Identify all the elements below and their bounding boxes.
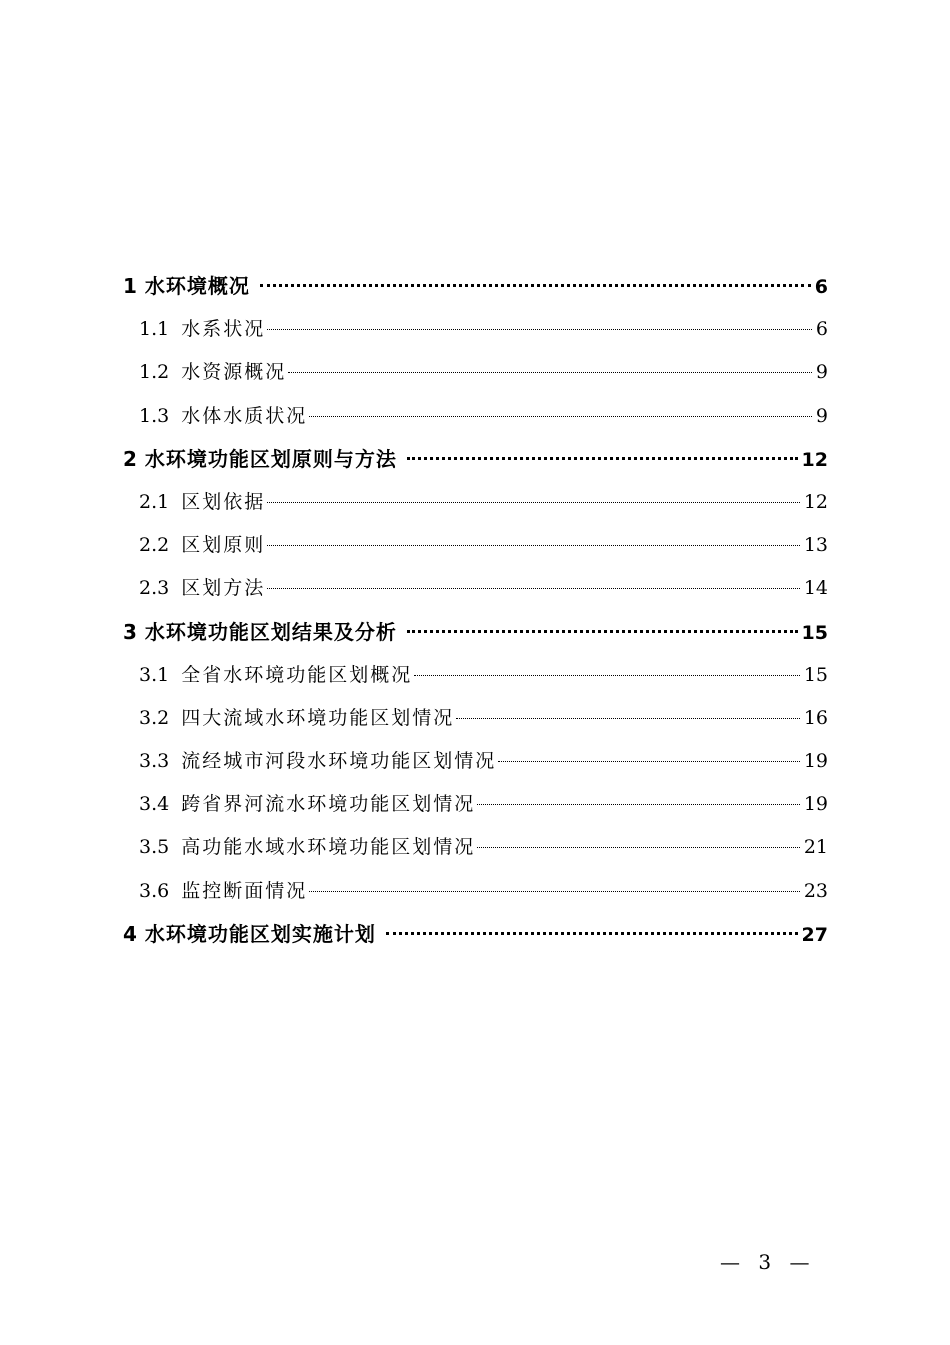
toc-section-number: 3 (123, 619, 137, 644)
toc-section-number: 2.3 (139, 577, 170, 600)
toc-dot-leader (309, 416, 812, 417)
toc-dot-leader (267, 545, 800, 546)
toc-section-title: 水环境功能区划结果及分析 (144, 619, 397, 644)
toc-section-number: 2 (123, 446, 137, 471)
toc-page-number: 23 (803, 879, 828, 902)
toc-section-title: 水资源概况 (181, 361, 287, 384)
toc-dot-leader (386, 932, 798, 935)
toc-page-number: 14 (803, 577, 828, 600)
toc-entry[interactable] (123, 265, 828, 308)
toc-page-number: 15 (801, 621, 828, 644)
toc-section-title: 水体水质状况 (181, 404, 308, 427)
page-number: — 3 — (720, 1250, 816, 1274)
toc-entry[interactable] (123, 913, 828, 956)
toc-entry[interactable] (123, 395, 828, 438)
toc-page-number: 6 (814, 276, 828, 298)
toc-section-title: 水环境功能区划原则与方法 (144, 446, 397, 471)
toc-section-title: 区划方法 (181, 577, 266, 600)
toc-section-title: 流经城市河段水环境功能区划情况 (181, 750, 497, 773)
toc-dot-leader (407, 457, 798, 460)
toc-section-number: 4 (123, 921, 137, 946)
toc-page-number: 13 (803, 534, 828, 557)
toc-dot-leader (267, 588, 800, 589)
toc-entry[interactable] (123, 697, 828, 740)
toc-dot-leader (309, 891, 800, 892)
table-of-contents (123, 265, 828, 956)
toc-entry[interactable] (123, 438, 828, 481)
toc-dot-leader (267, 502, 800, 503)
toc-section-title: 全省水环境功能区划概况 (181, 663, 413, 686)
toc-entry[interactable] (123, 740, 828, 783)
toc-page-number: 19 (803, 793, 828, 816)
toc-entry[interactable] (123, 567, 828, 610)
toc-dot-leader (477, 847, 800, 848)
toc-entry[interactable] (123, 308, 828, 351)
toc-section-title: 水系状况 (181, 318, 266, 341)
toc-page-number: 12 (801, 448, 828, 471)
toc-entry[interactable] (123, 611, 828, 654)
toc-section-number: 3.3 (139, 750, 170, 773)
toc-section-title: 四大流域水环境功能区划情况 (181, 706, 455, 729)
toc-section-number: 3.4 (139, 793, 170, 816)
toc-dot-leader (414, 675, 800, 676)
toc-section-number: 3.5 (139, 836, 170, 859)
toc-section-title: 区划原则 (181, 534, 266, 557)
toc-section-number: 3.1 (139, 663, 170, 686)
toc-section-number: 1.3 (139, 404, 170, 427)
toc-section-title: 区划依据 (181, 490, 266, 513)
toc-page-number: 27 (801, 923, 828, 946)
toc-section-number: 2.1 (139, 490, 170, 513)
toc-section-number: 1.1 (139, 318, 170, 341)
toc-section-title: 水环境功能区划实施计划 (144, 921, 376, 946)
toc-entry[interactable] (123, 870, 828, 913)
toc-section-number: 3.2 (139, 706, 170, 729)
toc-section-title: 高功能水域水环境功能区划情况 (181, 836, 476, 859)
toc-page-number: 21 (803, 836, 828, 859)
toc-section-title: 跨省界河流水环境功能区划情况 (181, 793, 476, 816)
toc-entry[interactable] (123, 524, 828, 567)
toc-dot-leader (456, 718, 800, 719)
toc-section-title: 水环境概况 (144, 274, 250, 298)
toc-dot-leader (498, 761, 800, 762)
toc-section-number: 1 (123, 274, 137, 298)
toc-page-number: 12 (803, 490, 828, 513)
toc-dot-leader (260, 284, 811, 287)
toc-section-number: 3.6 (139, 879, 170, 902)
toc-dot-leader (477, 804, 800, 805)
toc-page-number: 9 (815, 404, 828, 427)
toc-page-number: 16 (803, 706, 828, 729)
toc-dot-leader (407, 630, 798, 633)
toc-section-number: 2.2 (139, 534, 170, 557)
toc-page-number: 19 (803, 750, 828, 773)
toc-section-title: 监控断面情况 (181, 879, 308, 902)
toc-entry[interactable] (123, 783, 828, 826)
toc-dot-leader (267, 329, 812, 330)
toc-page-number: 9 (815, 361, 828, 384)
toc-entry[interactable] (123, 481, 828, 524)
toc-section-number: 1.2 (139, 361, 170, 384)
toc-dot-leader (288, 372, 812, 373)
toc-page-number: 15 (803, 663, 828, 686)
toc-page-number: 6 (815, 318, 828, 341)
toc-entry[interactable] (123, 826, 828, 869)
toc-entry[interactable] (123, 351, 828, 394)
toc-entry[interactable] (123, 654, 828, 697)
